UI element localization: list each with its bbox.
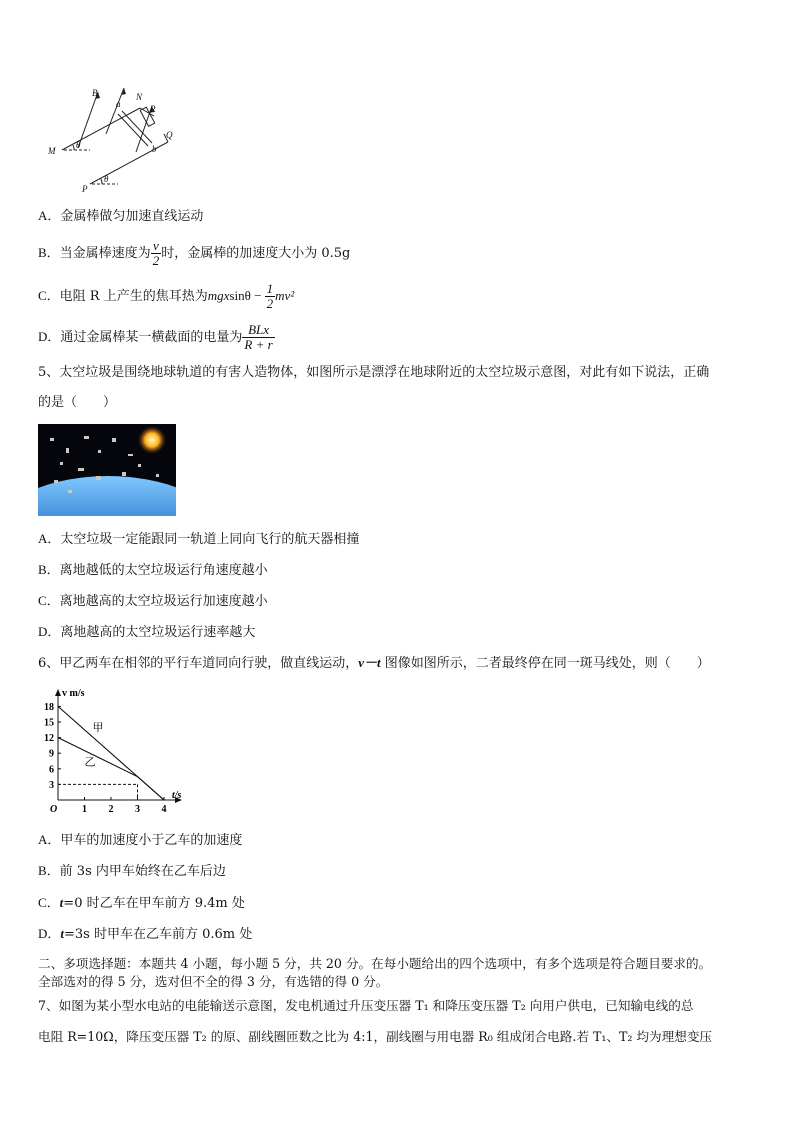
label-R: R	[150, 104, 156, 114]
label-a: a	[116, 99, 121, 109]
y-tick-label: 9	[49, 748, 54, 760]
q6-stem: 6、甲乙两车在相邻的平行车道同向行驶，做直线运动，v－t 图像如图所示，二者最终停在同一斑马线处，则（ ）	[38, 655, 710, 671]
space-debris-image	[38, 424, 176, 516]
q6-option-b: B．前 3s 内甲车始终在乙车后边	[38, 863, 226, 879]
series-line-2	[58, 738, 164, 800]
q6-option-a: A．甲车的加速度小于乙车的加速度	[38, 832, 243, 848]
rails-figure	[40, 84, 190, 194]
y-tick-label: 12	[44, 733, 54, 745]
label-B: B	[92, 88, 98, 98]
q5-stem-line1: 5、太空垃圾是围绕地球轨道的有害人造物体，如图所示是漂浮在地球附近的太空垃圾示意图，对此有如下说法，正确	[38, 365, 710, 380]
x-axis-label: t/s	[172, 790, 182, 801]
q5-option-a: A．太空垃圾一定能跟同一轨道上同向飞行的航天器相撞	[38, 531, 360, 547]
q5-option-b: B．离地越低的太空垃圾运行角速度越小	[38, 562, 268, 578]
y-tick-label: 15	[44, 717, 54, 729]
y-tick-label: 18	[44, 701, 54, 713]
q6-option-c: C．t=0 时乙车在甲车前方 9.4m 处	[38, 895, 245, 911]
section2-line1: 二、多项选择题：本题共 4 小题，每小题 5 分，共 20 分。在每小题给出的四个选项中，有多个选项是符合题目要求的。	[38, 956, 712, 971]
label-theta-1: θ	[76, 140, 81, 150]
label-P: P	[82, 184, 88, 194]
y-axis-arrow	[55, 689, 61, 696]
x-tick-label: 2	[108, 804, 114, 815]
label-Q: Q	[166, 130, 173, 140]
q6-option-d: D．t=3s 时甲车在乙车前方 0.6m 处	[38, 926, 253, 942]
x-tick-label: 4	[161, 804, 167, 815]
section2-line2: 全部选对的得 5 分，选对但不全的得 3 分，有选错的得 0 分。	[38, 974, 389, 989]
q5-option-c: C．离地越高的太空垃圾运行加速度越小	[38, 593, 268, 609]
q5-stem-line2: 的是（ ）	[38, 395, 117, 410]
label-b: b	[152, 144, 157, 154]
q7-line2: 电阻 R=10Ω，降压变压器 T₂ 的原、副线圈匝数之比为 4:1，副线圈与用电器 R₀ 组成闭合电路.若 T₁、T₂ 均为理想变压	[38, 1029, 713, 1044]
q4-option-a: A．金属棒做匀加速直线运动	[38, 208, 204, 224]
q7-line1: 7、如图为某小型水电站的电能输送示意图，发电机通过升压变压器 T₁ 和降压变压器 T₂ 向用户供电，已知输电线的总	[38, 998, 694, 1013]
origin-label: O	[50, 804, 58, 815]
x-tick-label: 3	[135, 804, 140, 815]
y-tick-label: 3	[49, 779, 54, 791]
series-label-2: 乙	[84, 756, 96, 769]
q5-option-d: D．离地越高的太空垃圾运行速率越大	[38, 624, 256, 640]
series-label-1: 甲	[92, 721, 104, 734]
y-tick-label: 6	[49, 764, 54, 776]
label-M: M	[48, 146, 56, 156]
fraction-v-over-2: $\frac{v}{2}$	[152, 238, 160, 268]
q4-option-b: B．当金属棒速度为 $\frac{v}{2}$ 时，金属棒的加速度大小为 0.5g	[38, 238, 351, 268]
q4-option-c: C．电阻 R 上产生的焦耳热为mgxsinθ − $\frac{1}{2}$ mv²	[38, 281, 295, 311]
vt-chart	[36, 686, 186, 816]
label-N: N	[136, 92, 143, 102]
y-axis-label: v m/s	[62, 688, 85, 699]
x-tick-label: 1	[82, 804, 87, 815]
q4-option-d: D．通过金属棒某一横截面的电量为 $\frac{\text{BLx}}{R + r}$	[38, 322, 273, 352]
label-theta-2: θ	[104, 174, 109, 184]
